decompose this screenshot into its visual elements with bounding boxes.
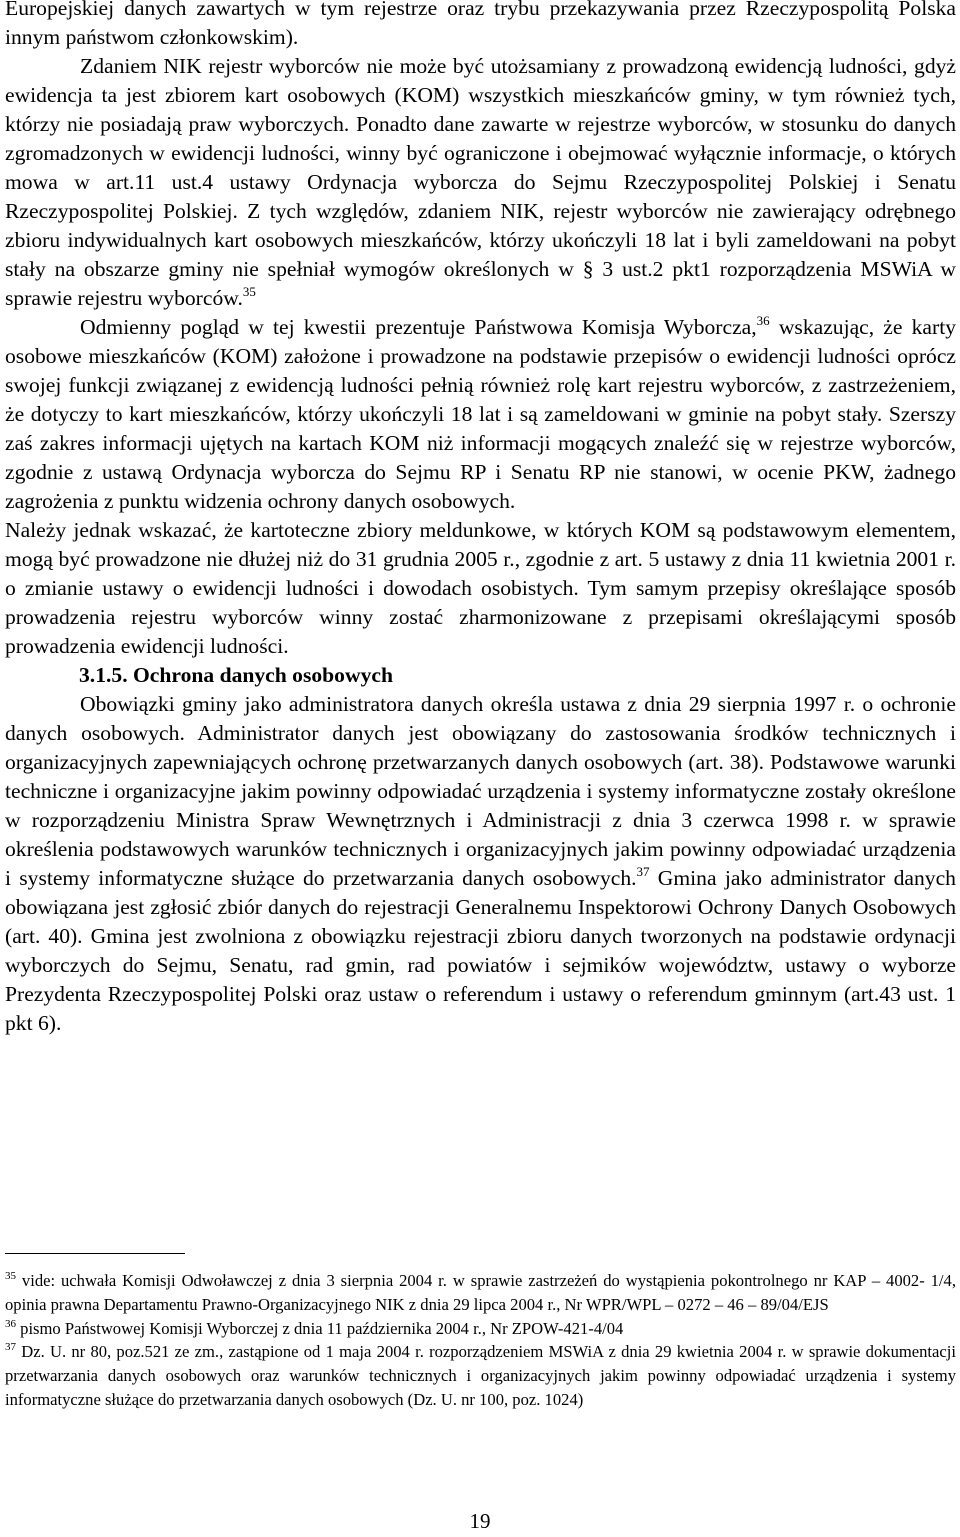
footnote-text: vide: uchwała Komisji Odwoławczej z dnia 3 sierpnia 2004 r. w sprawie zastrzeżeń do wystąpienia pokontrolnego nr KAP – 4002- 1/4, opinia prawna Departamentu Prawno-Organizacyjnego NIK z dnia 29 lipca 2004 r., Nr WPR/WPL – 0272 – 46 – 89/04/EJS	[5, 1271, 956, 1314]
footnote	[5, 1317, 956, 1341]
paragraph-text: Zdaniem NIK rejestr wyborców nie może być utożsamiany z prowadzoną ewidencją ludności, gdyż ewidencja ta jest zbiorem kart osobowych (KOM) wszystkich mieszkańców gminy, w tym również tych, którzy nie posiadają praw wyborczych. Ponadto dane zawarte w rejestrze wyborców, w stosunku do danych zgromadzonych w ewidencji ludności, winny być ograniczone i obejmować wyłącznie informacje, o których mowa w art.11 ust.4 ustawy Ordynacja wyborcza do Sejmu Rzeczypospolitej Polskiej i Senatu Rzeczypospolitej Polskiej. Z tych względów, zdaniem NIK, rejestr wyborców nie zawierający odrębnego zbioru indywidualnych kart osobowych mieszkańców, którzy ukończyli 18 lat i byli zameldowani na pobyt stały na obszarze gminy nie spełniał wymogów określonych w § 3 ust.2 pkt1 rozporządzenia MSWiA w sprawie rejestru wyborców.	[5, 54, 956, 310]
page-number: 19	[469, 1509, 491, 1533]
paragraph	[5, 516, 956, 661]
footnote-number: 35	[5, 1270, 16, 1282]
footnote-ref: 36	[756, 313, 770, 328]
paragraph-text: wskazując, że karty osobowe mieszkańców (KOM) założone i prowadzone na podstawie przepisów o ewidencji ludności oprócz swojej funkcji związanej z ewidencją ludności pełnią również rolę kart rejestru wyborców, z zastrzeżeniem, że dotyczy to kart mieszkańców, którzy ukończyli 18 lat i są zameldowani w gminie na pobyt stały. Szerszy zaś zakres informacji ujętych na kartach KOM niż informacji mogących znaleźć się w rejestrze wyborców, zgodnie z ustawą Ordynacja wyborcza do Sejmu RP i Senatu RP nie stanowi, w ocenie PKW, żadnego zagrożenia z punktu widzenia ochrony danych osobowych.	[5, 315, 956, 513]
footnote	[5, 1340, 956, 1411]
body-text	[5, 0, 956, 1038]
paragraph-text: Obowiązki gminy jako administratora danych określa ustawa z dnia 29 sierpnia 1997 r. o ochronie danych osobowych. Administrator danych jest obowiązany do zastosowania środków technicznych i organizacyjnych zapewniających ochronę przetwarzanych danych osobowych (art. 38). Podstawowe warunki techniczne i organizacyjne jakim powinny odpowiadać urządzenia i systemy informatyczne zostały określone w rozporządzeniu Ministra Spraw Wewnętrznych i Administracji z dnia 3 czerwca 1998 r. w sprawie określenia podstawowych warunków technicznych i organizacyjnych jakim powinny odpowiadać urządzenia i systemy informatyczne służące do przetwarzania danych osobowych.	[5, 692, 956, 890]
paragraph-text: Należy jednak wskazać, że kartoteczne zbiory meldunkowe, w których KOM są podstawowym elementem, mogą być prowadzone nie dłużej niż do 31 grudnia 2005 r., zgodnie z art. 5 ustawy z dnia 11 kwietnia 2001 r. o zmianie ustawy o ewidencji ludności i dowodach osobistych. Tym samym przepisy określające sposób prowadzenia rejestru wyborców winny zostać zharmonizowane z przepisami określającymi sposób prowadzenia ewidencji ludności.	[5, 518, 956, 658]
footnote	[5, 1269, 956, 1317]
paragraph-text: Odmienny pogląd w tej kwestii prezentuje Państwowa Komisja Wyborcza,	[80, 315, 757, 339]
footnote-ref: 37	[636, 864, 650, 879]
footnote-text: pismo Państwowej Komisji Wyborczej z dnia 11 października 2004 r., Nr ZPOW-421-4/04	[16, 1318, 624, 1338]
footnotes	[5, 1269, 956, 1412]
paragraph	[5, 0, 956, 52]
section-heading: 3.1.5. Ochrona danych osobowych	[79, 663, 393, 687]
paragraph-text: Gmina jako administrator danych obowiązana jest zgłosić zbiór danych do rejestracji Generalnemu Inspektorowi Ochrony Danych Osobowych (art. 40). Gmina jest zwolniona z obowiązku rejestracji zbioru danych tworzonych na podstawie ordynacji wyborczych do Sejmu, Senatu, rad gmin, rad powiatów i sejmików województw, ustawy o wyborze Prezydenta Rzeczypospolitej Polski oraz ustaw o referendum i ustawy o referendum gminnym (art.43 ust. 1 pkt 6).	[5, 866, 956, 1035]
footnote-number: 37	[5, 1341, 16, 1354]
paragraph-text: Europejskiej danych zawartych w tym rejestrze oraz trybu przekazywania przez Rzeczypospolitą Polska innym państwom członkowskim).	[5, 0, 956, 49]
paragraph	[5, 52, 956, 313]
footnote-ref: 35	[242, 284, 256, 299]
footnote-separator	[5, 1253, 185, 1254]
paragraph	[5, 690, 956, 1038]
footnote-number: 36	[5, 1317, 16, 1330]
footnote-text: Dz. U. nr 80, poz.521 ze zm., zastąpione od 1 maja 2004 r. rozporządzeniem MSWiA z dnia 29 kwietnia 2004 r. w sprawie dokumentacji przetwarzania danych osobowych oraz warunków technicznych i organizacyjnych jakim powinny odpowiadać urządzenia i systemy informatyczne służące do przetwarzania danych osobowych (Dz. U. nr 100, poz. 1024)	[5, 1342, 956, 1409]
paragraph	[5, 313, 956, 516]
